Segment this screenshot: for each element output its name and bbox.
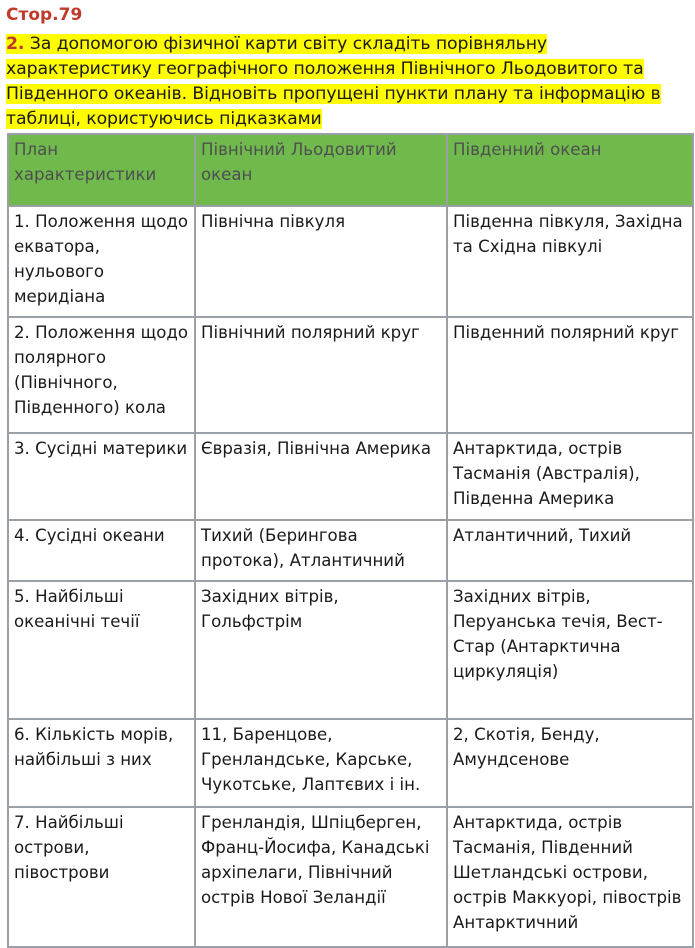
comparison-table [7,133,694,948]
task-number: 2. [6,34,25,54]
southern-cell: Західних вітрів, Перуанська течія, Вест-Стар (Антарктична циркуляція) [447,581,693,719]
plan-cell: 4. Сусідні океани [8,520,195,581]
header-plan: План характеристики [8,134,195,206]
plan-cell: 7. Найбільші острови, півострови [8,807,195,947]
table-row [8,520,693,581]
southern-cell: Південна півкуля, Західна та Східна півкулі [447,206,693,317]
task-text: За допомогою фізичної карти світу складіть порівняльну характеристику географічного положення Північного Льодовитого та Південного океанів. Відновіть пропущені пункти плану та інформацію в таблиці, користуючись підказками [6,34,661,129]
header-southern-ocean: Південний океан [447,134,693,206]
plan-cell: 1. Положення щодо екватора, нульового меридіана [8,206,195,317]
task-statement [6,32,691,132]
table-header-row [8,134,693,206]
table-row [8,317,693,433]
arctic-cell: Гренландія, Шпіцберген, Франц-Йосифа, Канадські архіпелаги, Північний острів Нової Зеландії [195,807,447,947]
southern-cell: Антарктида, острів Тасманія (Австралія), Південна Америка [447,433,693,520]
plan-cell: 3. Сусідні материки [8,433,195,520]
arctic-cell: Євразія, Північна Америка [195,433,447,520]
arctic-cell: Північна півкуля [195,206,447,317]
plan-cell: 6. Кількість морів, найбільші з них [8,719,195,807]
table-row [8,581,693,719]
table-row [8,807,693,947]
arctic-cell: Тихий (Берингова протока), Атлантичний [195,520,447,581]
table-row [8,719,693,807]
plan-cell: 5. Найбільші океанічні течії [8,581,195,719]
southern-cell: Південний полярний круг [447,317,693,433]
southern-cell: Антарктида, острів Тасманія, Південний Шетландські острови, острів Маккуорі, півострів Антарктичний [447,807,693,947]
table-row [8,206,693,317]
arctic-cell: Північний полярний круг [195,317,447,433]
southern-cell: 2, Скотія, Бенду, Амундсенове [447,719,693,807]
table-row [8,433,693,520]
page-title: Стор.79 [6,5,83,25]
arctic-cell: Західних вітрів, Гольфстрім [195,581,447,719]
header-arctic-ocean: Північний Льодовитий океан [195,134,447,206]
plan-cell: 2. Положення щодо полярного (Північного, Південного) кола [8,317,195,433]
arctic-cell: 11, Баренцове, Гренландське, Карське, Чукотське, Лаптєвих і ін. [195,719,447,807]
southern-cell: Атлантичний, Тихий [447,520,693,581]
